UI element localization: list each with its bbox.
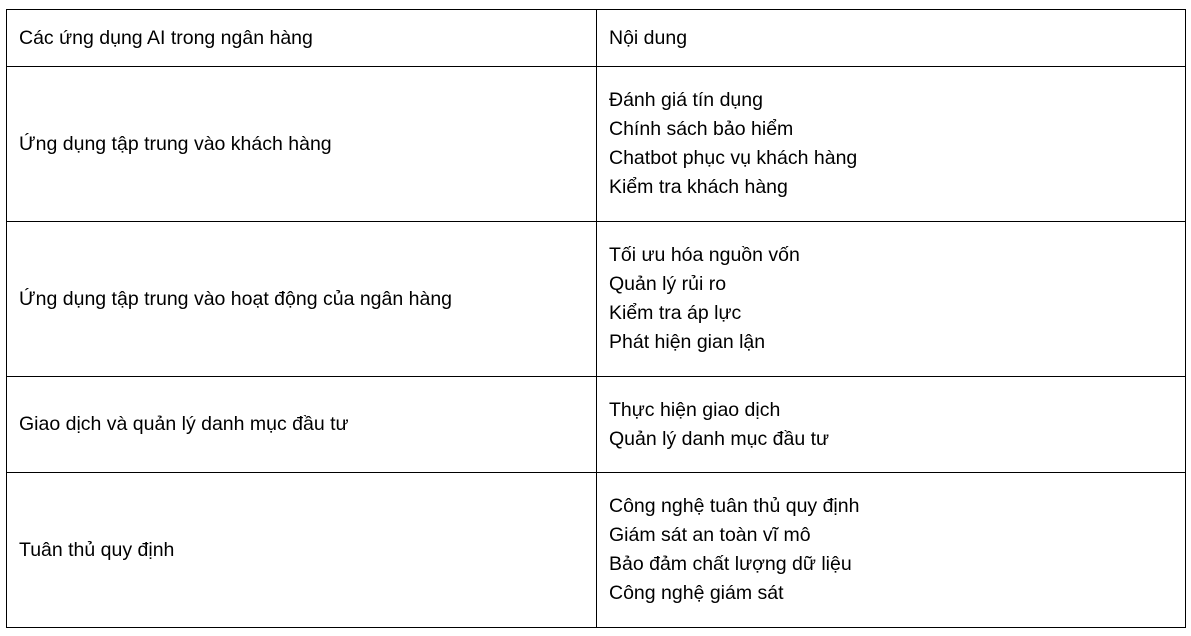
table-row: [7, 473, 1186, 628]
header-content: Nội dung: [597, 10, 1186, 67]
list-item: Giám sát an toàn vĩ mô: [609, 524, 811, 546]
list-item: Kiểm tra khách hàng: [609, 176, 788, 198]
list-item: Công nghệ giám sát: [609, 582, 784, 604]
list-item: Quản lý danh mục đầu tư: [609, 427, 830, 450]
row-category: Ứng dụng tập trung vào khách hàng: [7, 67, 597, 222]
row-category: Giao dịch và quản lý danh mục đầu tư: [7, 377, 597, 473]
list-item: Thực hiện giao dịch: [609, 398, 781, 421]
table-header-row: [7, 10, 1186, 67]
list-item: Phát hiện gian lận: [609, 331, 766, 353]
ai-applications-table: [6, 9, 1186, 628]
list-item: Bảo đảm chất lượng dữ liệu: [609, 553, 852, 575]
list-item: Tối ưu hóa nguồn vốn: [609, 244, 800, 266]
list-item: Kiểm tra áp lực: [609, 302, 742, 324]
row-category: Ứng dụng tập trung vào hoạt động của ngân hàng: [7, 222, 597, 377]
row-content: [597, 222, 1186, 377]
row-content: [597, 473, 1186, 628]
list-item: Quản lý rủi ro: [609, 273, 727, 295]
list-item: Chatbot phục vụ khách hàng: [609, 147, 858, 169]
row-content: [597, 377, 1186, 473]
table-row: [7, 377, 1186, 473]
table-row: [7, 222, 1186, 377]
list-item: Công nghệ tuân thủ quy định: [609, 495, 860, 517]
header-category: Các ứng dụng AI trong ngân hàng: [7, 10, 597, 67]
row-category: Tuân thủ quy định: [7, 473, 597, 628]
row-content: [597, 67, 1186, 222]
table-row: [7, 67, 1186, 222]
list-item: Đánh giá tín dụng: [609, 89, 763, 111]
list-item: Chính sách bảo hiểm: [609, 118, 794, 140]
